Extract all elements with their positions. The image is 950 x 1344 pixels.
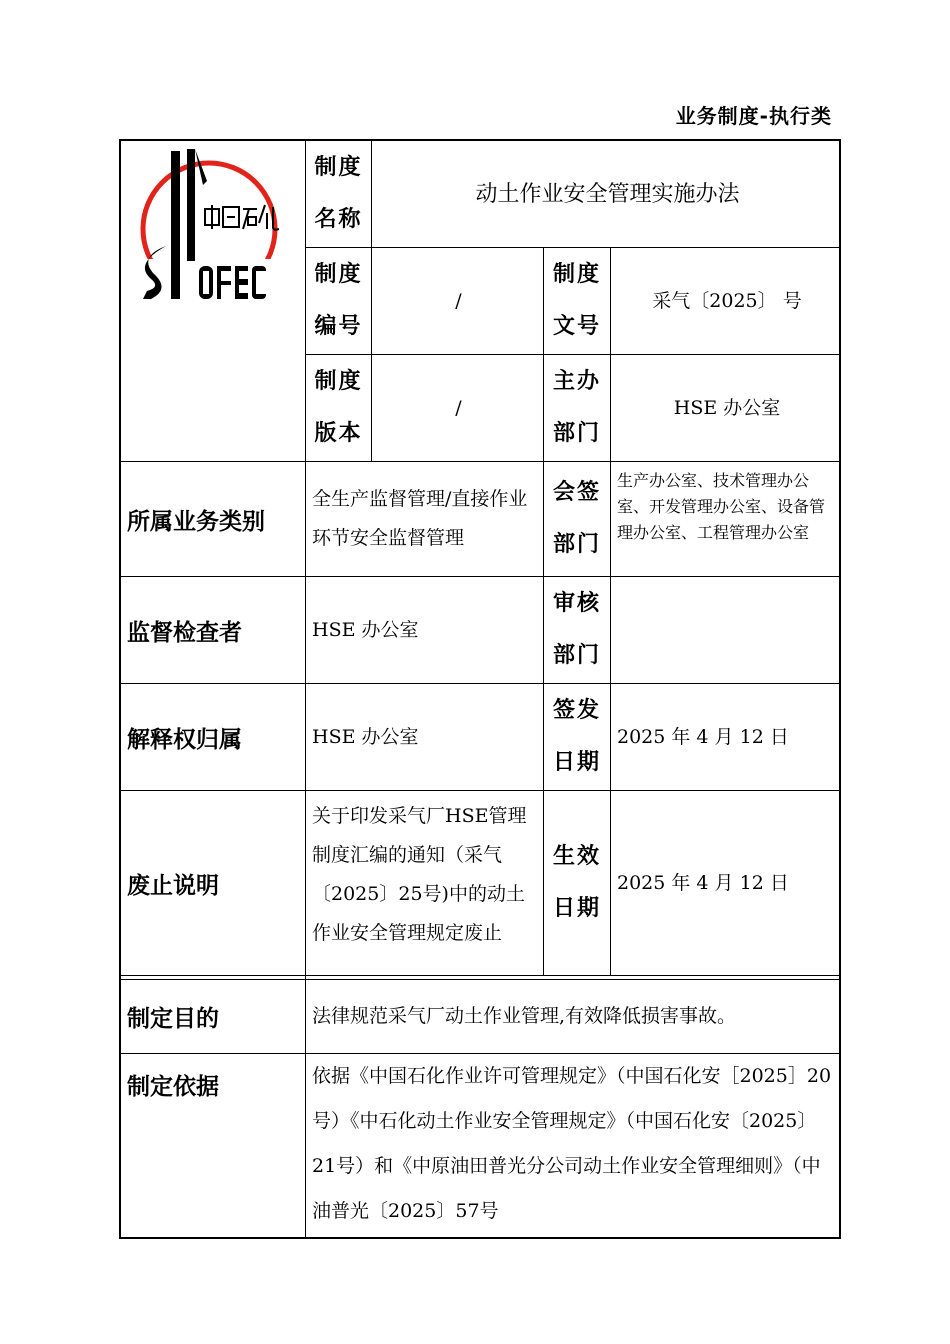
name-value: 动土作业安全管理实施办法	[475, 181, 740, 207]
category-value: 全生产监督管理/直接作业环节安全监督管理	[312, 488, 528, 549]
version-value: /	[455, 396, 462, 419]
interpret-value: HSE 办公室	[312, 725, 419, 748]
name-label: 制度名称	[314, 155, 363, 232]
host-label: 主办部门	[553, 369, 602, 446]
interpret-label: 解释权归属	[127, 726, 242, 753]
docno-value: 采气〔2025〕 号	[652, 289, 802, 312]
review-value	[611, 577, 841, 683]
abolish-value: 关于印发采气厂HSE管理制度汇编的通知（采气〔2025〕25号)中的动土作业安全管理规定废止	[312, 805, 527, 944]
effective-date-label: 生效日期	[553, 844, 602, 921]
version-label: 制度版本	[314, 369, 363, 446]
abolish-label: 废止说明	[127, 872, 219, 899]
review-label: 审核部门	[553, 591, 602, 668]
document-type-label: 业务制度-执行类	[675, 104, 832, 128]
code-label: 制度编号	[314, 262, 363, 339]
sinopec-logo	[121, 141, 305, 461]
cosign-value: 生产办公室、技术管理办公室、开发管理办公室、设备管理办公室、工程管理办公室	[617, 471, 826, 542]
docno-label: 制度文号	[553, 262, 602, 339]
code-value: /	[455, 289, 462, 312]
sinopec-logo-mark	[121, 141, 305, 316]
basis-label: 制定依据	[127, 1074, 219, 1100]
regulation-info-table	[119, 139, 841, 1239]
basis-value: 依据《中国石化作业许可管理规定》（中国石化安［2025］20号）《中石化动土作业安全管理规定》（中国石化安〔2025〕21号）和《中原油田普光分公司动土作业安全管理细则》（中油普光〔2025〕57号	[312, 1065, 832, 1222]
purpose-label: 制定目的	[127, 1006, 219, 1032]
issue-date-value: 2025 年 4 月 12 日	[617, 725, 789, 748]
cosign-label: 会签部门	[553, 480, 602, 557]
issue-date-label: 签发日期	[553, 698, 602, 775]
effective-date-value: 2025 年 4 月 12 日	[617, 871, 789, 894]
host-value: HSE 办公室	[673, 396, 781, 419]
supervisor-label: 监督检查者	[127, 619, 242, 646]
category-label: 所属业务类别	[127, 508, 265, 535]
supervisor-value: HSE 办公室	[312, 618, 419, 641]
purpose-value: 法律规范采气厂动土作业管理,有效降低损害事故。	[312, 1005, 737, 1027]
